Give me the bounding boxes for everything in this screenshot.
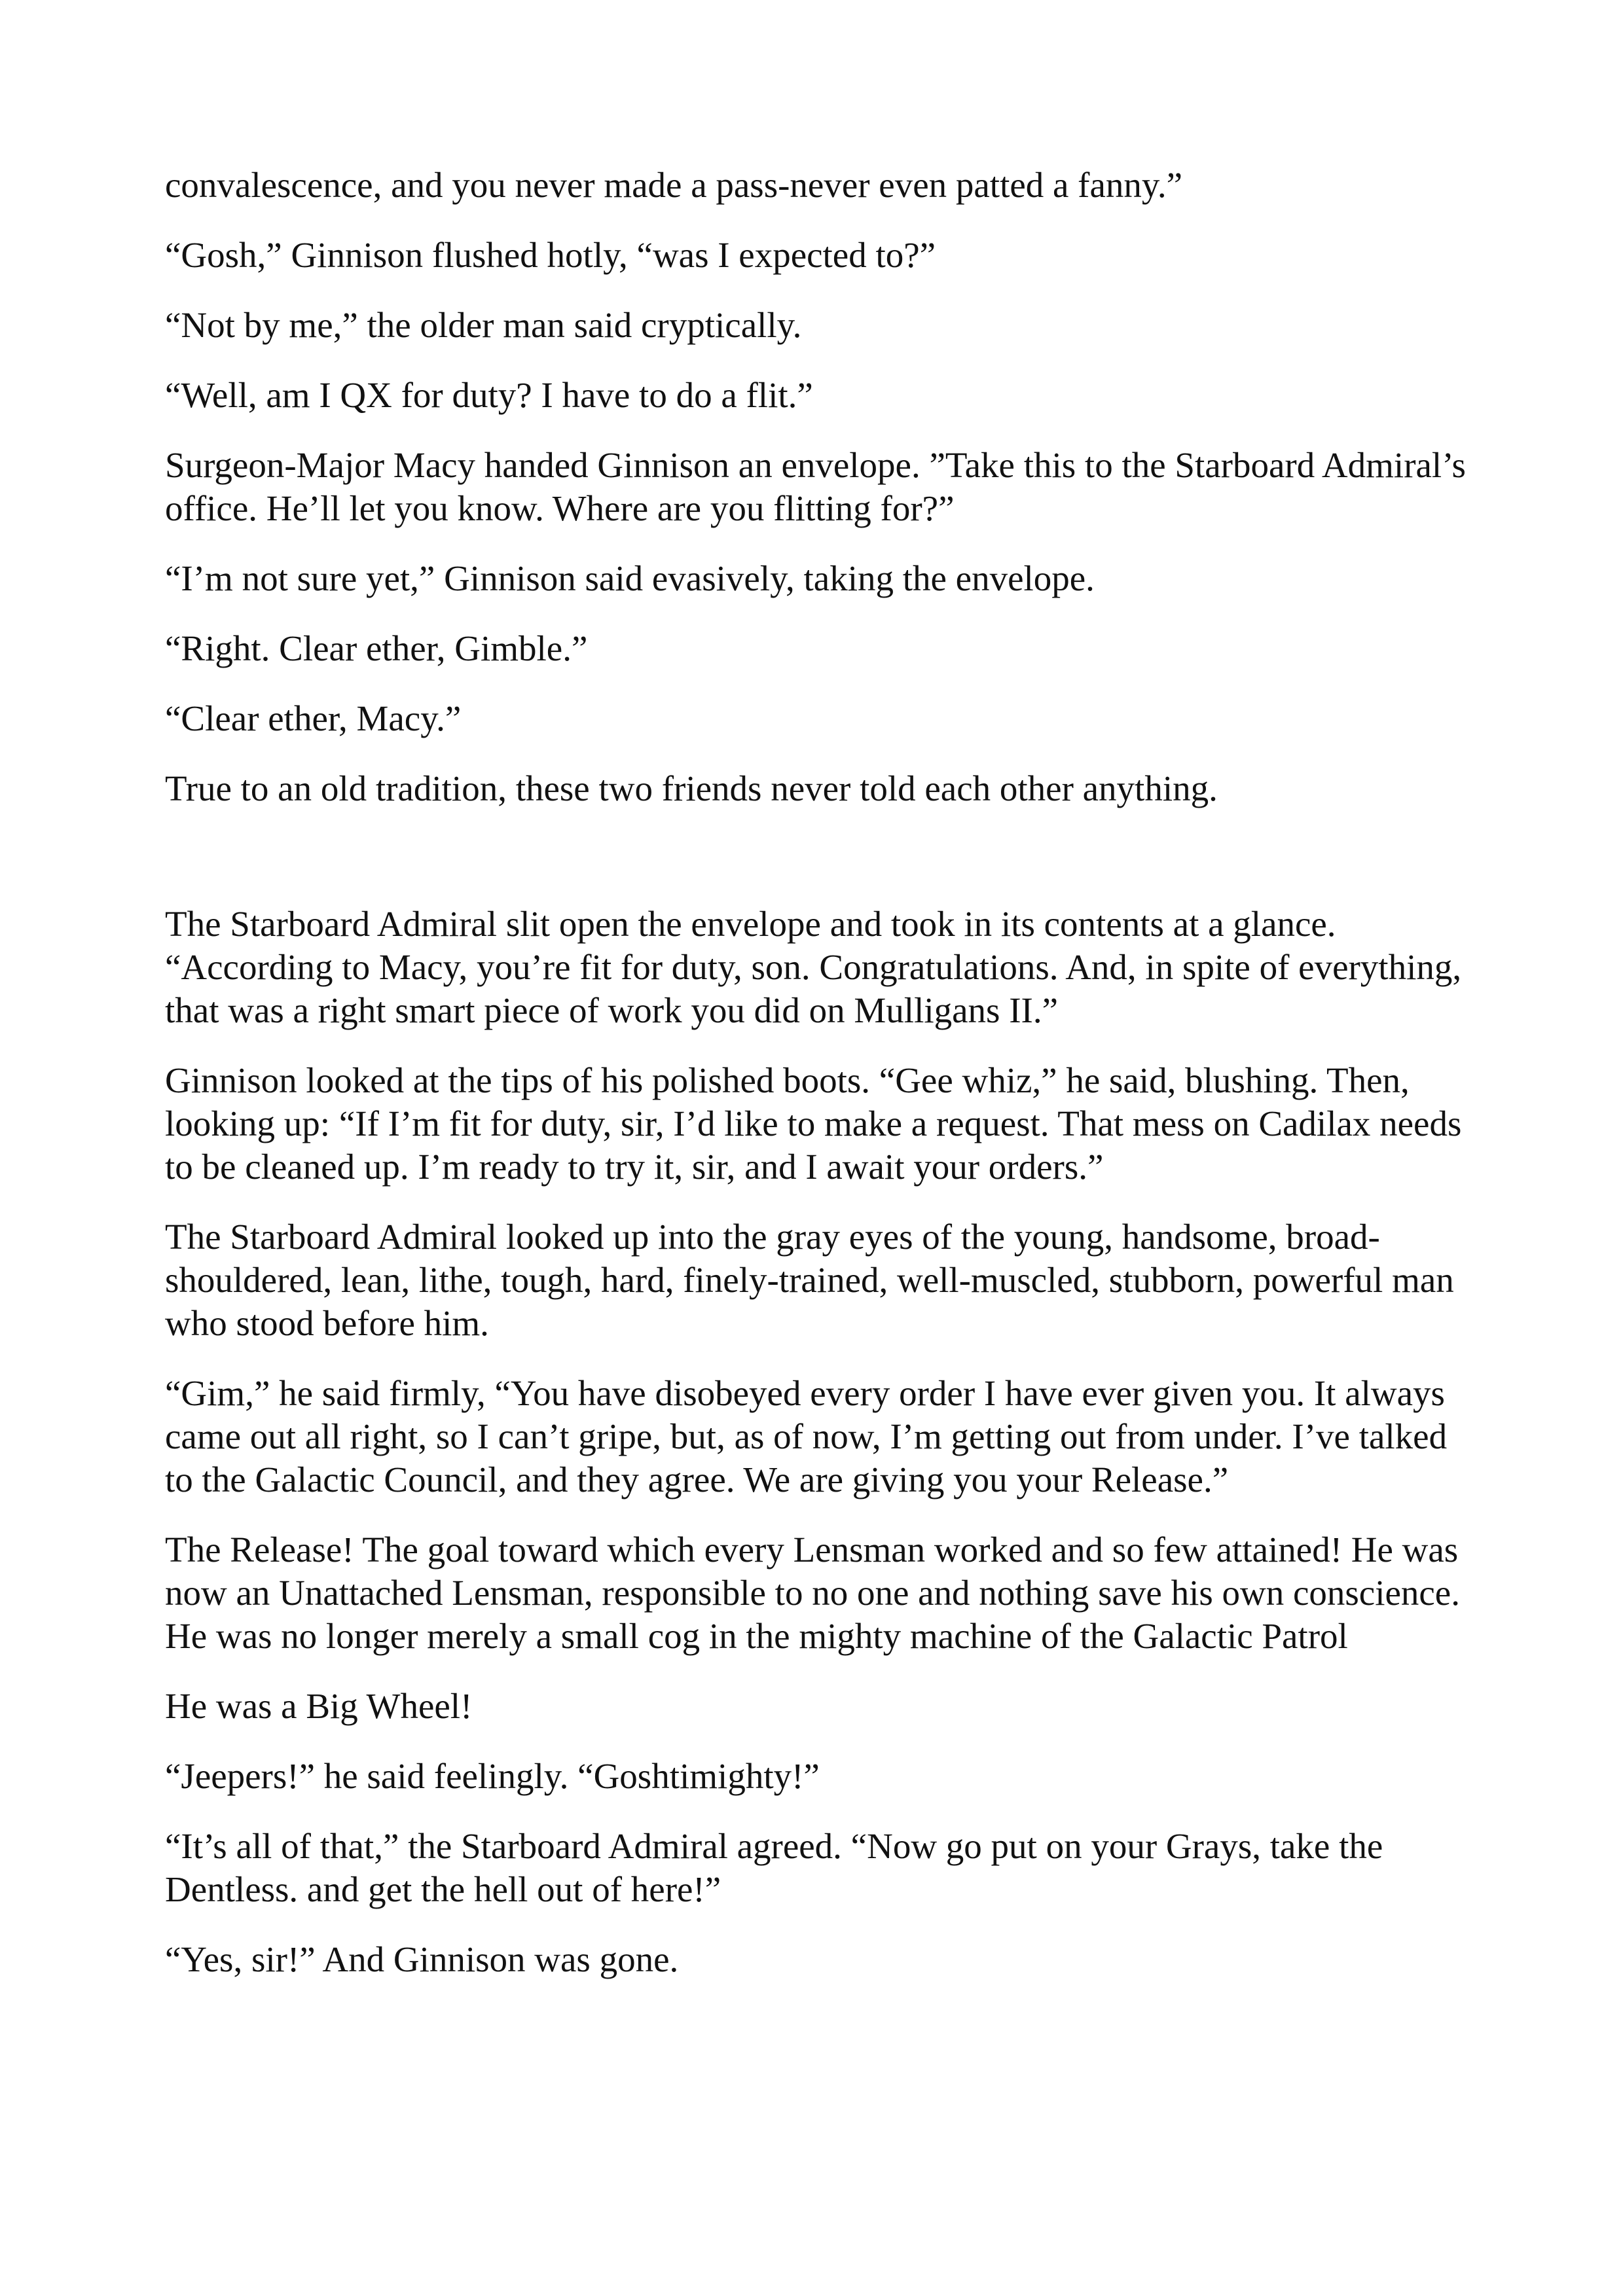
paragraph: “Well, am I QX for duty? I have to do a flit.” xyxy=(165,375,813,415)
paragraph: He was a Big Wheel! xyxy=(165,1686,473,1726)
paragraph: “Right. Clear ether, Gimble.” xyxy=(165,628,588,668)
paragraph: convalescence, and you never made a pass-never even patted a fanny.” xyxy=(165,165,1182,205)
paragraph: True to an old tradition, these two friends never told each other anything. xyxy=(165,768,1218,808)
paragraph: Surgeon-Major Macy handed Ginnison an envelope. ”Take this to the Starboard Admiral’s office. He’ll let you know. Where are you flitting for?” xyxy=(165,445,1466,528)
paragraph: The Starboard Admiral slit open the envelope and took in its contents at a glance. “According to Macy, you’re fit for duty, son. Congratulations. And, in spite of everything, that was a right smart piece of work you did on Mulligans II.” xyxy=(165,904,1462,1030)
paragraph: The Release! The goal toward which every Lensman worked and so few attained! He was now an Unattached Lensman, responsible to no one and nothing save his own conscience. He was no longer merely a small cog in the mighty machine of the Galactic Patrol xyxy=(165,1530,1460,1656)
paragraph: “Yes, sir!” And Ginnison was gone. xyxy=(165,1939,679,1979)
paragraph: “Not by me,” the older man said cryptically. xyxy=(165,305,802,345)
paragraph: “It’s all of that,” the Starboard Admiral agreed. “Now go put on your Grays, take the Dentless. and get the hell out of here!” xyxy=(165,1826,1383,1909)
paragraph: “I’m not sure yet,” Ginnison said evasively, taking the envelope. xyxy=(165,558,1095,598)
section-break xyxy=(165,837,1468,903)
paragraph: “Gim,” he said firmly, “You have disobeyed every order I have ever given you. It always came out all right, so I can’t gripe, but, as of now, I’m getting out from under. I’ve talked to the Galactic Council, and they agree. We are giving you your Release.” xyxy=(165,1373,1448,1499)
paragraph: “Clear ether, Macy.” xyxy=(165,698,462,738)
text-column xyxy=(165,164,1468,2008)
paragraph: “Jeepers!” he said feelingly. “Goshtimighty!” xyxy=(165,1756,820,1796)
paragraph: The Starboard Admiral looked up into the gray eyes of the young, handsome, broad-shouldered, lean, lithe, tough, hard, finely-trained, well-muscled, stubborn, powerful man who stood before him. xyxy=(165,1217,1454,1343)
paragraph: “Gosh,” Ginnison flushed hotly, “was I expected to?” xyxy=(165,235,936,275)
paragraph: Ginnison looked at the tips of his polished boots. “Gee whiz,” he said, blushing. Then, looking up: “If I’m fit for duty, sir, I’d like to make a request. That mess on Cadilax needs to be cleaned up. I’m ready to try it, sir, and I await your orders.” xyxy=(165,1060,1462,1187)
